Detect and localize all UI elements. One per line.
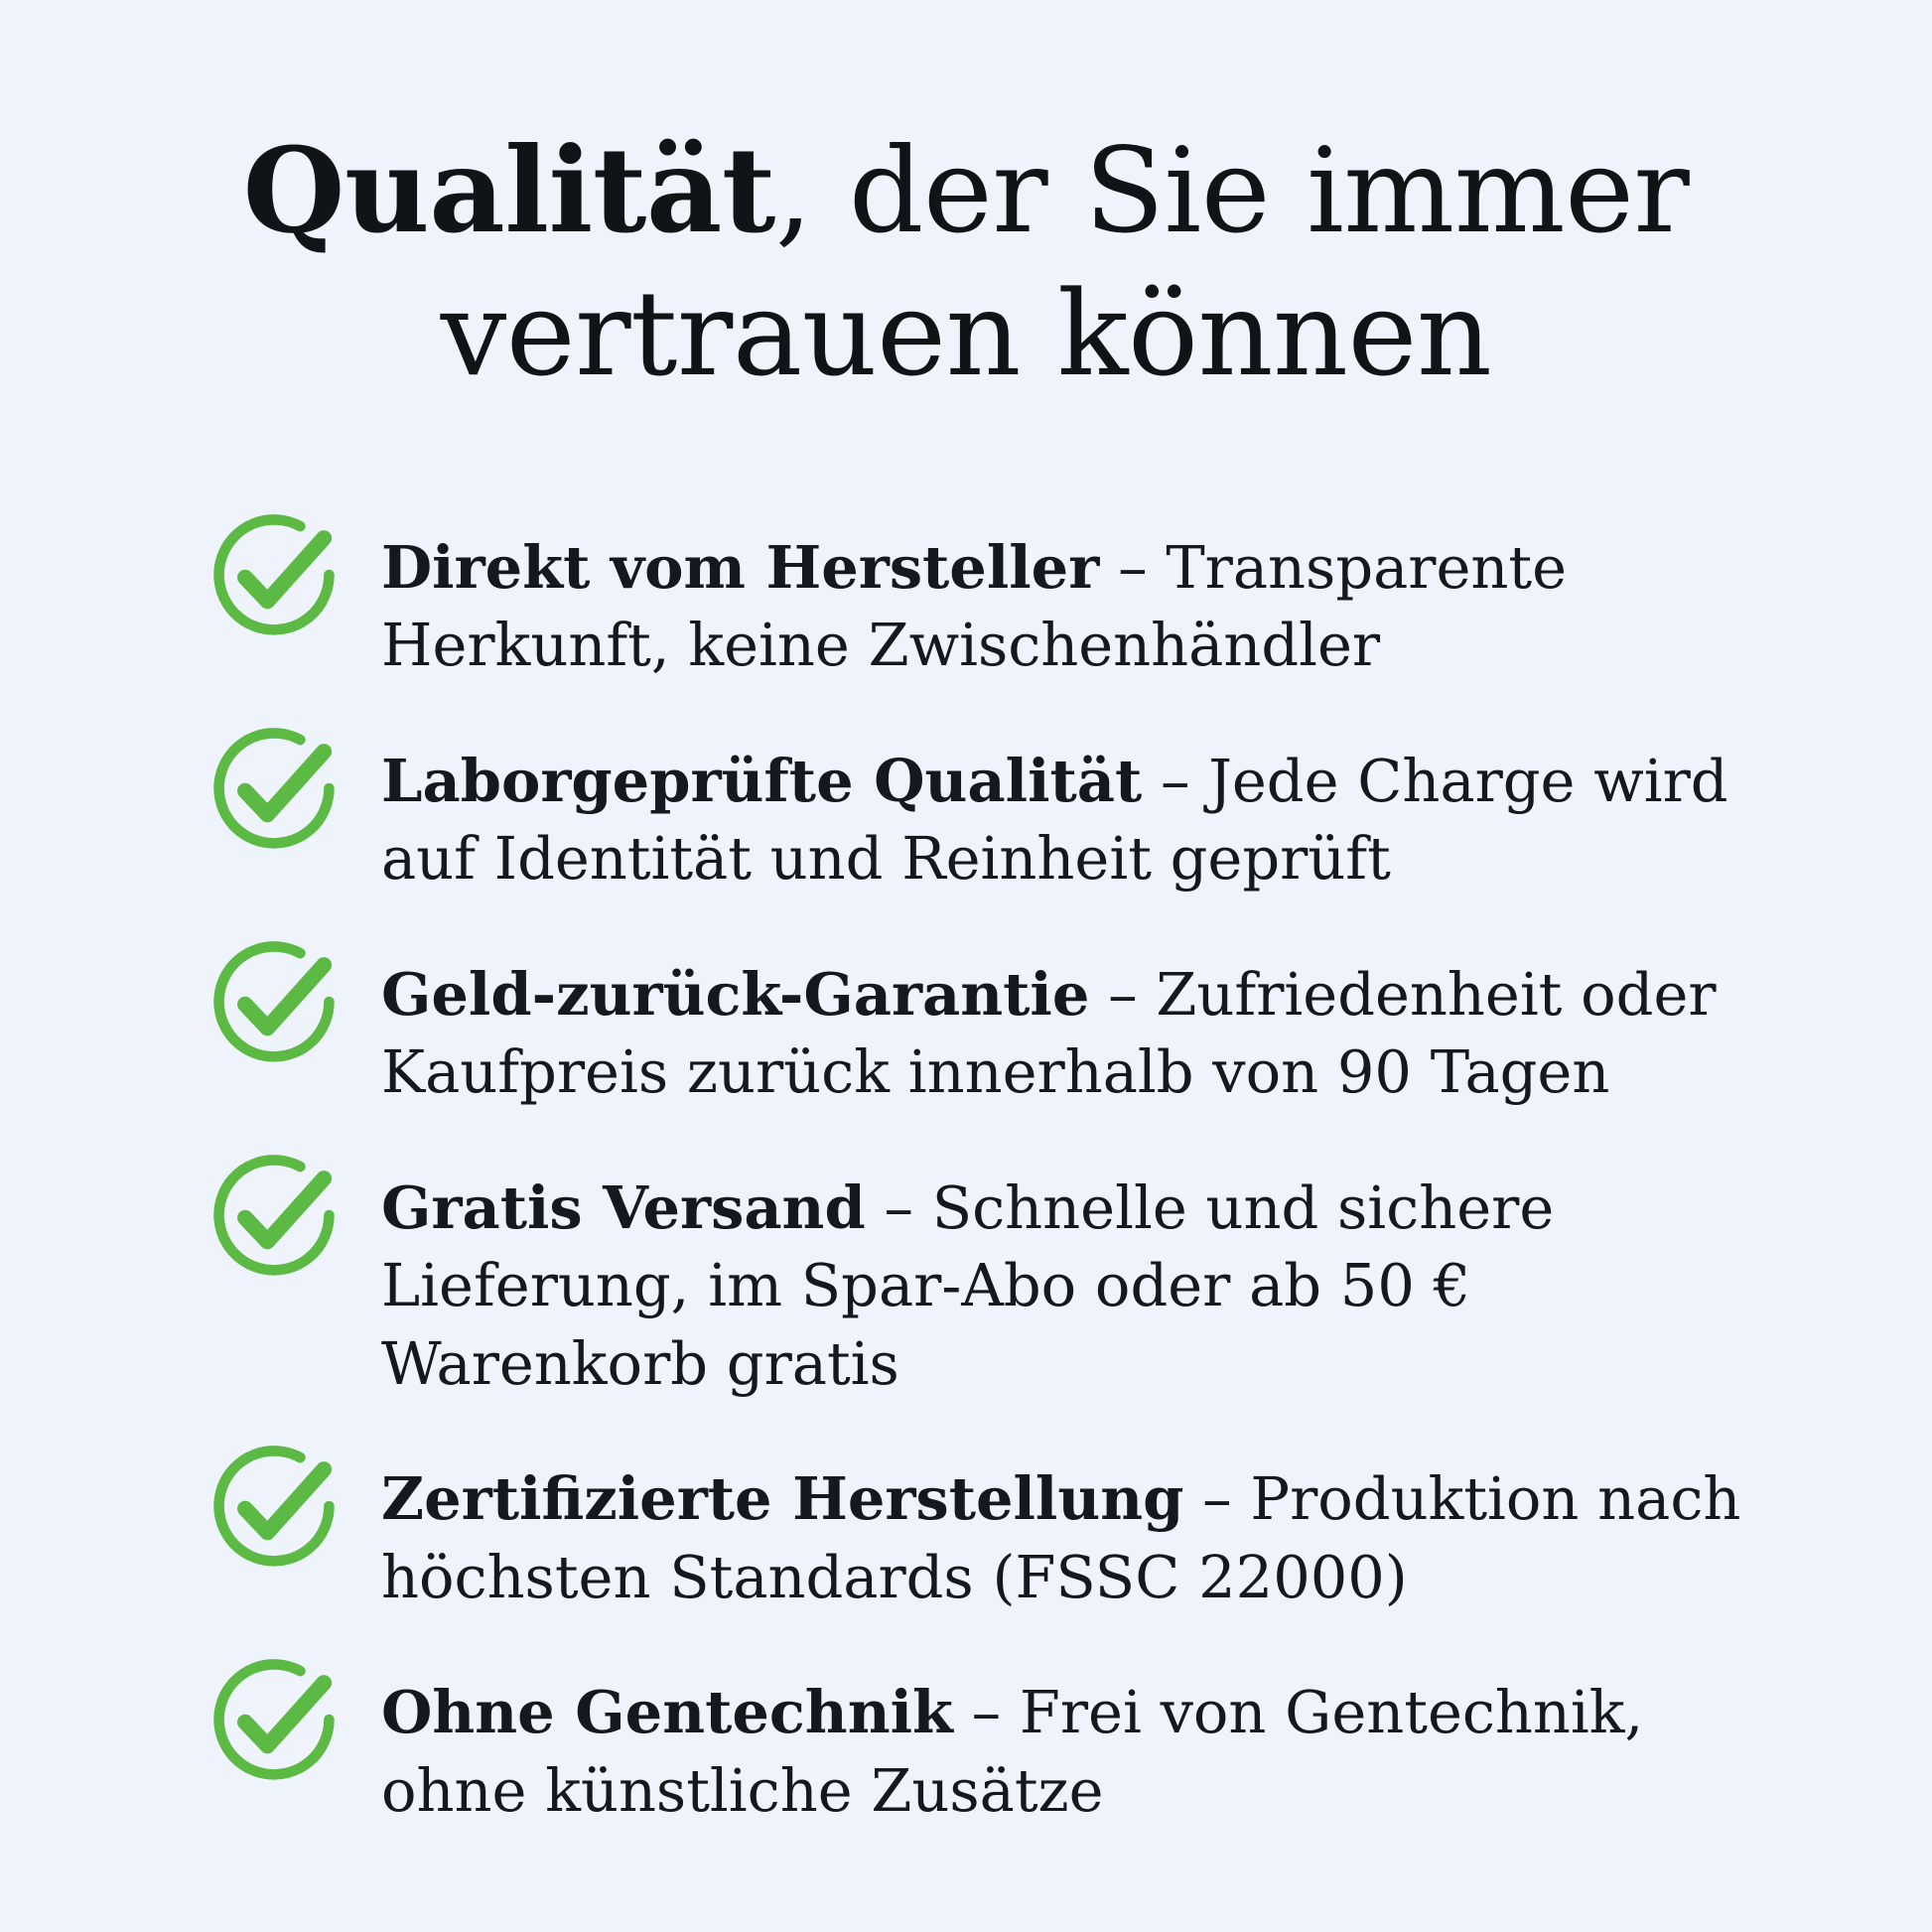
benefit-body: – Transparente Herkunft, keine Zwischenhändler <box>381 532 1568 680</box>
check-circle-icon <box>208 509 340 640</box>
page-title <box>189 119 1743 406</box>
benefit-text <box>381 950 1743 1112</box>
check-circle-icon <box>208 723 340 854</box>
benefit-body: – Produktion nach höchsten Standards (FSSC 22000) <box>381 1464 1741 1611</box>
benefit-body: – Schnelle und sichere Lieferung, im Spar-Abo oder ab 50 € Warenkorb gratis <box>381 1173 1555 1398</box>
benefit-text <box>381 523 1743 685</box>
benefit-lead: Laborgeprüfte Qualität <box>381 746 1143 815</box>
list-item <box>149 1454 1783 1616</box>
benefit-text <box>381 1668 1743 1830</box>
benefit-body: – Frei von Gentechnik, ohne künstliche Zusätze <box>381 1678 1644 1825</box>
list-item <box>149 523 1783 685</box>
benefit-text <box>381 737 1743 898</box>
benefit-body: – Zufriedenheit oder Kaufpreis zurück innerhalb von 90 Tagen <box>381 959 1717 1107</box>
list-item <box>149 950 1783 1112</box>
benefit-text <box>381 1454 1743 1616</box>
benefit-body: – Jede Charge wird auf Identität und Reinheit geprüft <box>381 746 1728 894</box>
list-item <box>149 737 1783 898</box>
benefit-lead: Ohne Gentechnik <box>381 1678 953 1747</box>
page-title-rest: , der Sie immer vertrauen können <box>440 122 1690 402</box>
benefit-text <box>381 1164 1743 1403</box>
page-title-emphasis: Qualität <box>242 121 775 259</box>
benefits-list <box>149 523 1783 1830</box>
benefit-lead: Zertifizierte Herstellung <box>381 1464 1184 1534</box>
list-item <box>149 1164 1783 1403</box>
benefit-lead: Gratis Versand <box>381 1173 866 1242</box>
benefit-lead: Geld-zurück-Garantie <box>381 959 1090 1029</box>
check-circle-icon <box>208 1441 340 1572</box>
check-circle-icon <box>208 1654 340 1785</box>
benefit-lead: Direkt vom Hersteller <box>381 532 1100 602</box>
check-circle-icon <box>208 1150 340 1281</box>
check-circle-icon <box>208 936 340 1067</box>
list-item <box>149 1668 1783 1830</box>
